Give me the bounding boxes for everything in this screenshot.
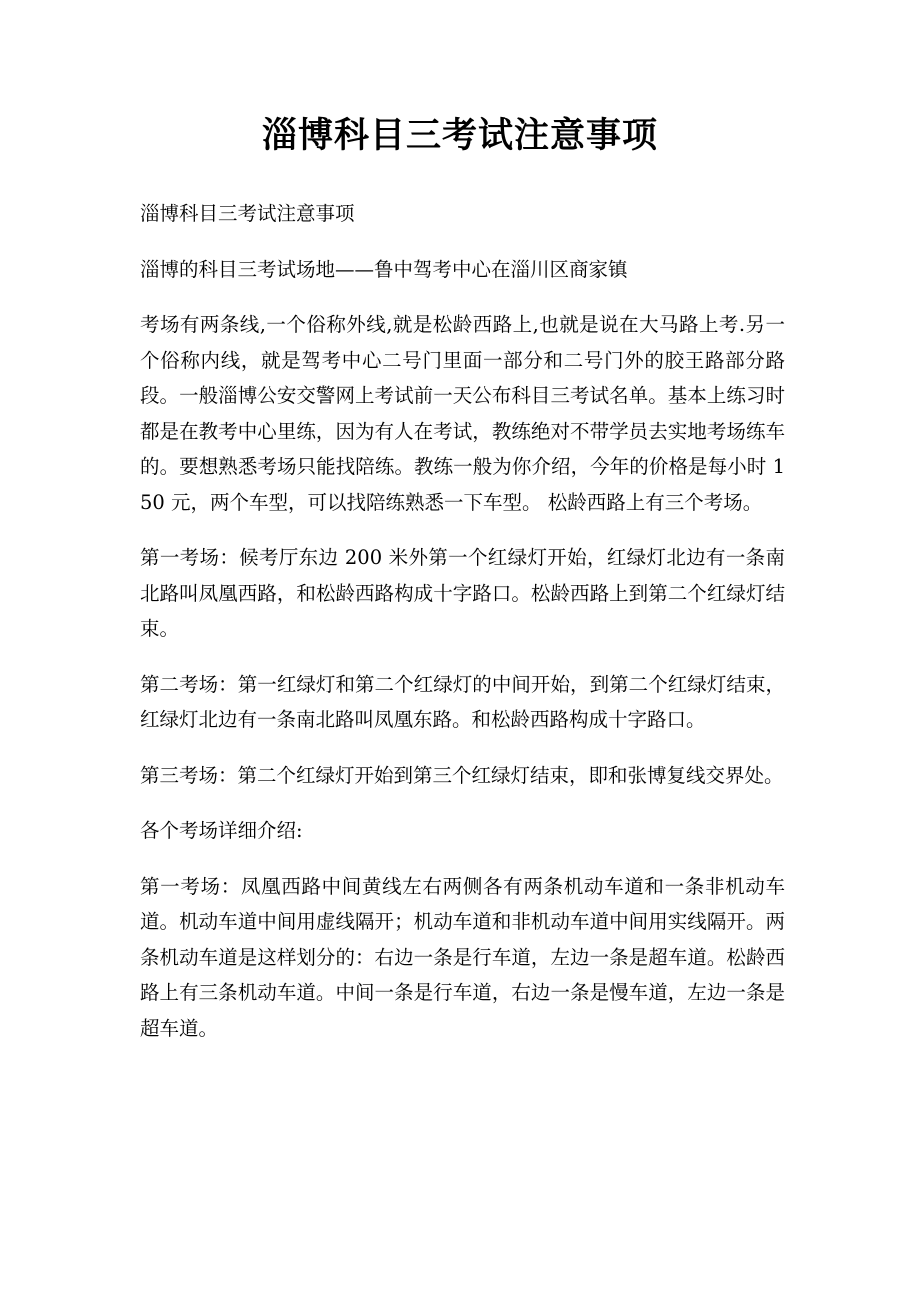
document-title: 淄博科目三考试注意事项 bbox=[261, 115, 658, 156]
paragraph-subtitle: 淄博科目三考试注意事项 bbox=[140, 202, 355, 225]
paragraph-details-heading: 各个考场详细介绍: bbox=[140, 819, 303, 842]
paragraph-exam-area-3: 第三考场：第二个红绿灯开始到第三个红绿灯结束，即和张博复线交界处。 bbox=[140, 763, 784, 787]
paragraph-routes: 考场有两条线,一个俗称外线,就是松龄西路上,也就是说在大马路上考.另一个俗称内线，就是驾考中心二号门里面一部分和二号门外的胶王路部分路段。一般淄博公安交警网上考试前一天公布科目三考试名单。基本上练习时都是在教考中心里练，因为有人在考试，教练绝对不带学员去实地考场练车的。要想熟悉考场只能找陪练。教练一般为你介绍，今年的价格是每小时 150 元，两个车型，可以找陪练熟悉一下车型。 松龄西路上有三个考场。 bbox=[140, 313, 785, 514]
paragraph-exam-area-2: 第二考场：第一红绿灯和第二个红绿灯的中间开始，到第二个红绿灯结束，红绿灯北边有一条南北路叫凤凰东路。和松龄西路构成十字路口。 bbox=[140, 672, 785, 731]
paragraph-exam-area-1-details: 第一考场：凤凰西路中间黄线左右两侧各有两条机动车道和一条非机动车道。机动车道中间用虚线隔开；机动车道和非机动车道中间用实线隔开。两条机动车道是这样划分的：右边一条是行车道，左边一条是超车道。松龄西路上有三条机动车道。中间一条是行车道，右边一条是慢车道，左边一条是超车道。 bbox=[140, 874, 785, 1040]
paragraph-exam-area-1: 第一考场：候考厅东边 200 米外第一个红绿灯开始，红绿灯北边有一条南北路叫凤凰西路，和松龄西路构成十字路口。松龄西路上到第二个红绿灯结束。 bbox=[140, 546, 785, 640]
paragraph-venue: 淄博的科目三考试场地——鲁中驾考中心在淄川区商家镇 bbox=[140, 257, 628, 281]
document-body bbox=[140, 196, 785, 1066]
